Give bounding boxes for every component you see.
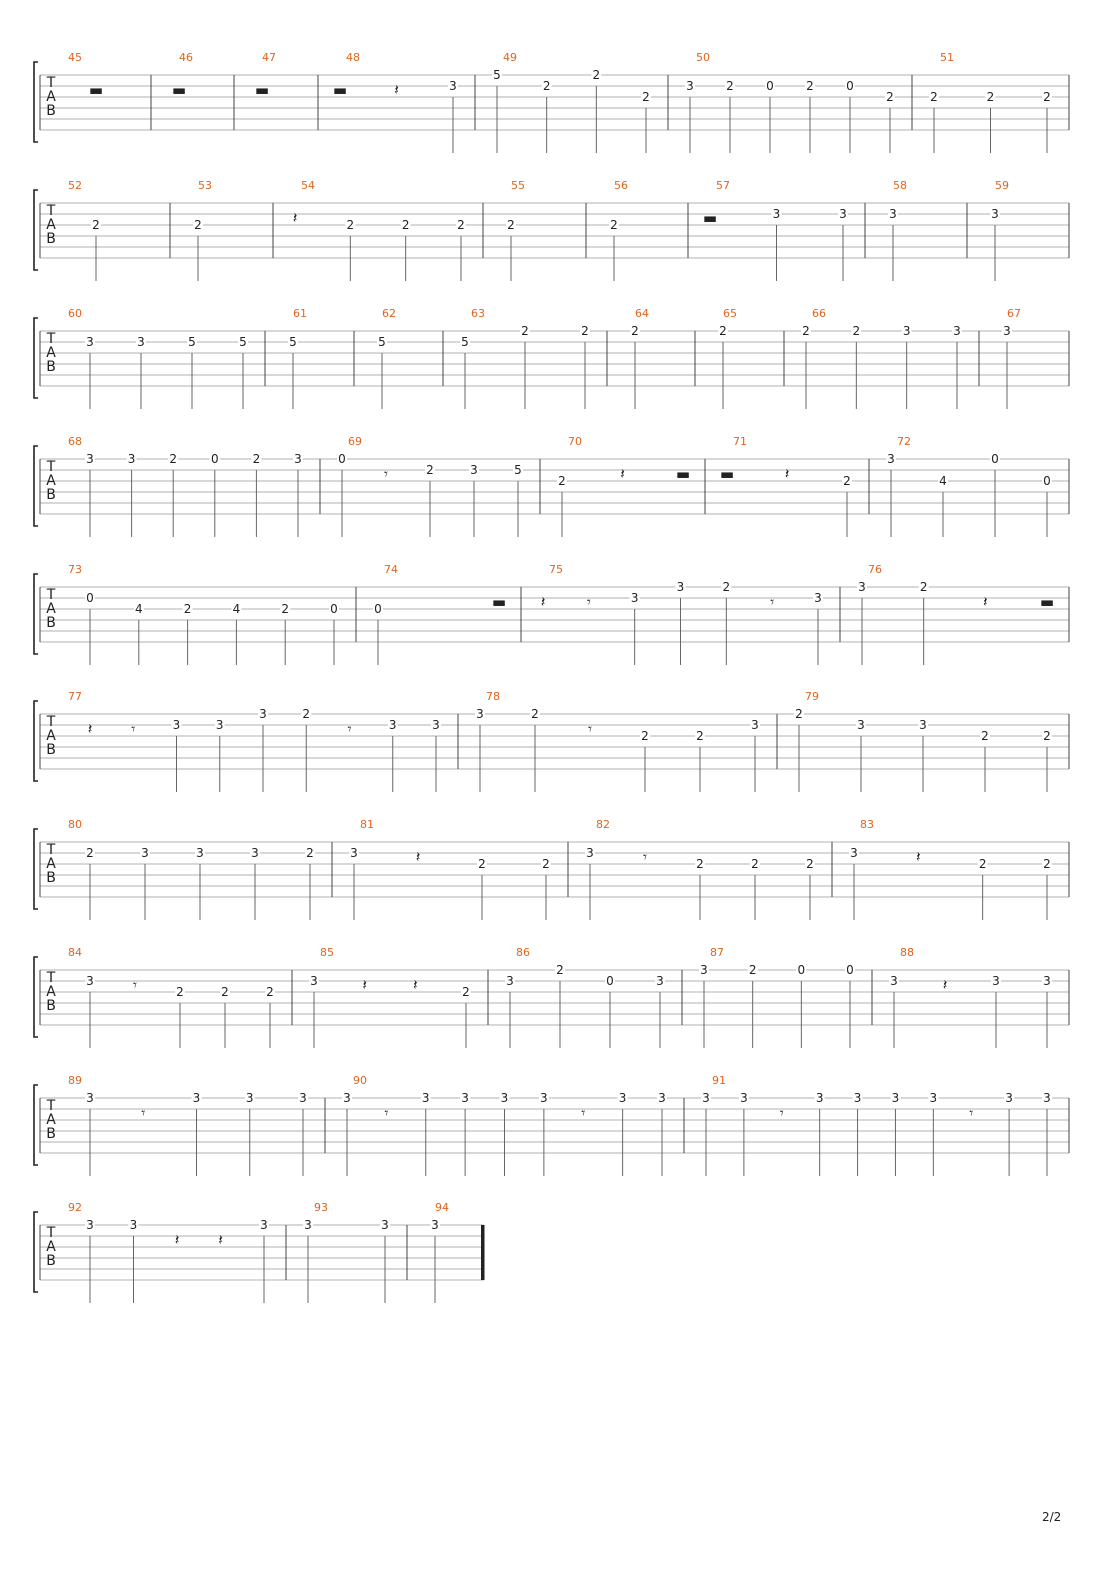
- fret-number: 3: [890, 974, 898, 988]
- fret-number: 3: [137, 335, 145, 349]
- measure-number: 48: [346, 51, 360, 64]
- fret-number: 2: [1043, 729, 1051, 743]
- fret-number: 2: [169, 452, 178, 466]
- fret-number: 3: [461, 1091, 469, 1105]
- tab-clef-letter: A: [46, 728, 56, 744]
- quarter-rest: 𝄽: [784, 465, 790, 483]
- tab-clef-letter: B: [46, 359, 56, 375]
- fret-number: 3: [299, 1091, 307, 1105]
- fret-number: 3: [310, 974, 318, 988]
- fret-number: 2: [176, 985, 184, 999]
- measure-number: 92: [68, 1201, 82, 1214]
- fret-number: 2: [592, 68, 601, 82]
- fret-number: 2: [92, 218, 100, 232]
- fret-number: 3: [129, 1218, 138, 1232]
- fret-number: 3: [245, 1091, 254, 1105]
- measure-number: 83: [860, 818, 874, 831]
- half-rest: ▬: [702, 209, 718, 227]
- system-bracket: [34, 318, 38, 398]
- eighth-rest: 𝄾: [131, 720, 136, 738]
- fret-number: 3: [259, 707, 267, 721]
- fret-number: 2: [930, 90, 938, 104]
- fret-number: 3: [858, 580, 866, 594]
- quarter-rest: 𝄽: [413, 976, 418, 994]
- measure-number: 91: [712, 1074, 726, 1087]
- measure-number: 88: [900, 946, 914, 959]
- fret-number: 3: [500, 1091, 509, 1105]
- eighth-rest: 𝄾: [586, 593, 591, 611]
- tab-clef-letter: A: [46, 217, 56, 233]
- tab-system: [34, 51, 1069, 153]
- fret-number: 3: [196, 846, 204, 860]
- fret-number: 2: [852, 324, 861, 338]
- fret-number: 3: [470, 463, 478, 477]
- measure-number: 93: [314, 1201, 328, 1214]
- fret-number: 2: [719, 324, 727, 338]
- system-bracket: [34, 1085, 38, 1165]
- measure-number: 46: [179, 51, 193, 64]
- measure-number: 54: [301, 179, 315, 192]
- measure-number: 61: [293, 307, 307, 320]
- half-rest: ▬: [675, 465, 691, 483]
- fret-number: 2: [457, 218, 465, 232]
- measure-number: 71: [733, 435, 747, 448]
- fret-number: 2: [521, 324, 529, 338]
- system-bracket: [34, 701, 38, 781]
- fret-number: 2: [978, 857, 987, 871]
- fret-number: 3: [506, 974, 514, 988]
- fret-number: 3: [343, 1091, 351, 1105]
- fret-number: 3: [676, 580, 685, 594]
- measure-number: 77: [68, 690, 82, 703]
- fret-number: 5: [289, 335, 297, 349]
- quarter-rest: 𝄽: [394, 81, 399, 99]
- eighth-rest: 𝄾: [969, 1104, 974, 1122]
- fret-number: 2: [558, 474, 566, 488]
- fret-number: 3: [857, 718, 865, 732]
- fret-number: 3: [141, 846, 149, 860]
- fret-number: 3: [853, 1091, 862, 1105]
- fret-number: 3: [814, 591, 822, 605]
- fret-number: 3: [658, 1091, 666, 1105]
- measure-number: 62: [382, 307, 396, 320]
- half-rest: ▬: [171, 81, 187, 99]
- system-bracket: [34, 62, 38, 142]
- fret-number: 3: [850, 846, 858, 860]
- measure-number: 50: [696, 51, 710, 64]
- tab-system: [34, 818, 1069, 920]
- fret-number: 2: [462, 985, 470, 999]
- eighth-rest: 𝄾: [133, 976, 137, 994]
- tab-clef-letter: A: [46, 1112, 56, 1128]
- fret-number: 3: [740, 1091, 748, 1105]
- tab-clef-letter: T: [46, 331, 56, 347]
- measure-number: 64: [635, 307, 649, 320]
- measure-number: 49: [503, 51, 517, 64]
- tab-clef-letter: T: [46, 203, 56, 219]
- measure-number: 79: [805, 690, 819, 703]
- fret-number: 3: [294, 452, 302, 466]
- fret-number: 3: [772, 207, 781, 221]
- measure-number: 78: [486, 690, 500, 703]
- fret-number: 2: [507, 218, 515, 232]
- fret-number: 2: [981, 729, 989, 743]
- fret-number: 5: [188, 335, 196, 349]
- fret-number: 2: [581, 324, 589, 338]
- fret-number: 2: [542, 79, 551, 93]
- fret-number: 0: [1043, 474, 1051, 488]
- measure-number: 51: [940, 51, 954, 64]
- measure-number: 56: [614, 179, 628, 192]
- tab-clef-letter: A: [46, 89, 56, 105]
- fret-number: 3: [686, 79, 694, 93]
- fret-number: 3: [887, 452, 895, 466]
- tab-system: [34, 1201, 485, 1303]
- fret-number: 3: [381, 1218, 389, 1232]
- tab-clef-letter: B: [46, 615, 56, 631]
- fret-number: 2: [426, 463, 434, 477]
- measure-number: 68: [68, 435, 82, 448]
- fret-number: 3: [86, 452, 94, 466]
- fret-number: 3: [929, 1091, 938, 1105]
- fret-number: 2: [806, 857, 814, 871]
- tab-clef-letter: A: [46, 856, 56, 872]
- eighth-rest: 𝄾: [347, 720, 352, 738]
- fret-number: 2: [610, 218, 618, 232]
- fret-number: 2: [346, 218, 355, 232]
- fret-number: 0: [338, 452, 346, 466]
- fret-number: 3: [86, 974, 94, 988]
- fret-number: 3: [449, 79, 457, 93]
- fret-number: 2: [726, 79, 734, 93]
- fret-number: 3: [350, 846, 358, 860]
- fret-number: 2: [806, 79, 814, 93]
- fret-number: 2: [641, 729, 649, 743]
- fret-number: 3: [919, 718, 927, 732]
- measure-number: 90: [353, 1074, 367, 1087]
- fret-number: 2: [183, 602, 192, 616]
- fret-number: 2: [843, 474, 851, 488]
- tab-clef-letter: T: [46, 1098, 56, 1114]
- fret-number: 2: [86, 846, 94, 860]
- fret-number: 3: [839, 207, 847, 221]
- measure-number: 74: [384, 563, 398, 576]
- measure-number: 52: [68, 179, 82, 192]
- fret-number: 2: [1043, 857, 1051, 871]
- quarter-rest: 𝄽: [415, 848, 421, 866]
- fret-number: 3: [1005, 1091, 1013, 1105]
- fret-number: 0: [86, 591, 94, 605]
- tab-clef-letter: T: [46, 842, 56, 858]
- fret-number: 3: [431, 1218, 439, 1232]
- quarter-rest: 𝄽: [87, 720, 93, 738]
- fret-number: 0: [846, 79, 854, 93]
- fret-number: 3: [618, 1091, 627, 1105]
- fret-number: 3: [992, 974, 1000, 988]
- fret-number: 2: [631, 324, 639, 338]
- fret-number: 2: [919, 580, 928, 594]
- measure-number: 75: [549, 563, 563, 576]
- fret-number: 5: [493, 68, 501, 82]
- tab-clef-letter: B: [46, 487, 56, 503]
- fret-number: 2: [531, 707, 539, 721]
- measure-number: 85: [320, 946, 334, 959]
- fret-number: 2: [696, 729, 704, 743]
- tab-clef-letter: B: [46, 998, 56, 1014]
- fret-number: 3: [630, 591, 639, 605]
- tab-system: [34, 946, 1069, 1048]
- quarter-rest: 𝄽: [620, 465, 625, 483]
- system-bracket: [34, 190, 38, 270]
- quarter-rest: 𝄽: [983, 593, 988, 611]
- fret-number: 2: [748, 963, 757, 977]
- fret-number: 2: [306, 846, 314, 860]
- tab-system: [34, 435, 1069, 537]
- quarter-rest: 𝄽: [942, 976, 948, 994]
- tab-system: [34, 179, 1069, 281]
- eighth-rest: 𝄾: [770, 593, 775, 611]
- fret-number: 0: [606, 974, 614, 988]
- tab-clef-letter: A: [46, 1239, 56, 1255]
- measure-number: 84: [68, 946, 82, 959]
- tab-clef-letter: B: [46, 1253, 56, 1269]
- fret-number: 3: [192, 1091, 201, 1105]
- measure-number: 80: [68, 818, 82, 831]
- measure-number: 70: [568, 435, 582, 448]
- system-bracket: [34, 1212, 38, 1292]
- fret-number: 2: [302, 707, 311, 721]
- fret-number: 0: [846, 963, 854, 977]
- fret-number: 3: [889, 207, 897, 221]
- system-bracket: [34, 957, 38, 1037]
- fret-number: 5: [378, 335, 386, 349]
- system-bracket: [34, 829, 38, 909]
- fret-number: 2: [802, 324, 810, 338]
- measure-number: 76: [868, 563, 882, 576]
- measure-number: 45: [68, 51, 82, 64]
- fret-number: 5: [461, 335, 469, 349]
- eighth-rest: 𝄾: [141, 1104, 146, 1122]
- quarter-rest: 𝄽: [362, 976, 367, 994]
- fret-number: 3: [127, 452, 136, 466]
- half-rest: ▬: [491, 593, 507, 611]
- measure-number: 47: [262, 51, 276, 64]
- eighth-rest: 𝄾: [581, 1104, 586, 1122]
- fret-number: 2: [751, 857, 759, 871]
- measure-number: 67: [1007, 307, 1021, 320]
- fret-number: 3: [172, 718, 181, 732]
- half-rest: ▬: [332, 81, 348, 99]
- fret-number: 2: [401, 218, 410, 232]
- fret-number: 3: [656, 974, 664, 988]
- measure-number: 65: [723, 307, 737, 320]
- tab-clef-letter: A: [46, 601, 56, 617]
- tab-system: [34, 563, 1069, 665]
- quarter-rest: 𝄽: [218, 1231, 223, 1249]
- measure-number: 94: [435, 1201, 449, 1214]
- tab-clef-letter: B: [46, 742, 56, 758]
- measure-number: 73: [68, 563, 82, 576]
- measure-number: 59: [995, 179, 1009, 192]
- fret-number: 2: [1043, 90, 1051, 104]
- fret-number: 3: [702, 1091, 710, 1105]
- fret-number: 2: [986, 90, 995, 104]
- fret-number: 2: [642, 90, 650, 104]
- fret-number: 3: [304, 1218, 312, 1232]
- tab-clef-letter: T: [46, 970, 56, 986]
- tab-clef-letter: T: [46, 1225, 56, 1241]
- fret-number: 4: [134, 602, 143, 616]
- tab-system: [34, 307, 1069, 409]
- tab-clef-letter: B: [46, 1126, 56, 1142]
- system-bracket: [34, 574, 38, 654]
- tab-clef-letter: A: [46, 984, 56, 1000]
- tab-clef-letter: T: [46, 587, 56, 603]
- fret-number: 3: [432, 718, 440, 732]
- half-rest: ▬: [719, 465, 735, 483]
- measure-number: 63: [471, 307, 485, 320]
- fret-number: 3: [1043, 974, 1051, 988]
- half-rest: ▬: [1039, 593, 1055, 611]
- tab-clef-letter: T: [46, 75, 56, 91]
- eighth-rest: 𝄾: [384, 1104, 389, 1122]
- eighth-rest: 𝄾: [643, 848, 647, 866]
- fret-number: 2: [696, 857, 704, 871]
- fret-number: 5: [239, 335, 247, 349]
- measure-number: 89: [68, 1074, 82, 1087]
- fret-number: 3: [751, 718, 759, 732]
- fret-number: 2: [795, 707, 803, 721]
- fret-number: 3: [86, 1218, 94, 1232]
- fret-number: 3: [251, 846, 259, 860]
- fret-number: 3: [86, 335, 94, 349]
- measure-number: 66: [812, 307, 826, 320]
- measure-number: 58: [893, 179, 907, 192]
- tab-clef-letter: B: [46, 231, 56, 247]
- measure-number: 69: [348, 435, 362, 448]
- eighth-rest: 𝄾: [384, 465, 388, 483]
- fret-number: 2: [556, 963, 564, 977]
- fret-number: 0: [374, 602, 382, 616]
- measure-number: 72: [897, 435, 911, 448]
- tab-clef-letter: T: [46, 459, 56, 475]
- measure-number: 57: [716, 179, 730, 192]
- fret-number: 4: [939, 474, 947, 488]
- quarter-rest: 𝄽: [174, 1231, 180, 1249]
- fret-number: 0: [210, 452, 219, 466]
- fret-number: 3: [388, 718, 397, 732]
- fret-number: 2: [722, 580, 731, 594]
- half-rest: ▬: [88, 81, 104, 99]
- fret-number: 0: [797, 963, 806, 977]
- fret-number: 0: [330, 602, 338, 616]
- final-barline: [481, 1225, 485, 1280]
- fret-number: 3: [260, 1218, 268, 1232]
- fret-number: 2: [478, 857, 486, 871]
- tab-clef-letter: B: [46, 870, 56, 886]
- measure-number: 55: [511, 179, 525, 192]
- fret-number: 3: [953, 324, 961, 338]
- fret-number: 4: [232, 602, 241, 616]
- fret-number: 3: [1003, 324, 1011, 338]
- fret-number: 2: [252, 452, 261, 466]
- tab-system: [34, 690, 1069, 792]
- tab-clef-letter: A: [46, 473, 56, 489]
- fret-number: 2: [221, 985, 229, 999]
- fret-number: 3: [891, 1091, 900, 1105]
- page-number: 2/2: [1042, 1510, 1062, 1524]
- measure-number: 82: [596, 818, 610, 831]
- fret-number: 2: [281, 602, 290, 616]
- eighth-rest: 𝄾: [779, 1104, 784, 1122]
- tab-clef-letter: B: [46, 103, 56, 119]
- fret-number: 2: [542, 857, 550, 871]
- fret-number: 3: [815, 1091, 824, 1105]
- measure-number: 60: [68, 307, 82, 320]
- fret-number: 2: [266, 985, 274, 999]
- fret-number: 2: [886, 90, 894, 104]
- tab-clef-letter: T: [46, 714, 56, 730]
- fret-number: 0: [991, 452, 999, 466]
- eighth-rest: 𝄾: [588, 720, 592, 738]
- measure-number: 53: [198, 179, 212, 192]
- fret-number: 3: [1043, 1091, 1051, 1105]
- measure-number: 86: [516, 946, 530, 959]
- quarter-rest: 𝄽: [292, 209, 298, 227]
- fret-number: 3: [215, 718, 224, 732]
- fret-number: 3: [540, 1091, 548, 1105]
- fret-number: 3: [586, 846, 594, 860]
- fret-number: 3: [476, 707, 484, 721]
- measure-number: 87: [710, 946, 724, 959]
- tab-system: [34, 1074, 1069, 1176]
- fret-number: 3: [421, 1091, 430, 1105]
- measure-number: 81: [360, 818, 374, 831]
- half-rest: ▬: [254, 81, 270, 99]
- fret-number: 0: [766, 79, 774, 93]
- fret-number: 3: [700, 963, 708, 977]
- quarter-rest: 𝄽: [916, 848, 921, 866]
- fret-number: 5: [514, 463, 522, 477]
- fret-number: 3: [902, 324, 911, 338]
- quarter-rest: 𝄽: [540, 593, 546, 611]
- fret-number: 3: [86, 1091, 94, 1105]
- fret-number: 2: [194, 218, 202, 232]
- fret-number: 3: [991, 207, 999, 221]
- system-bracket: [34, 446, 38, 526]
- tab-clef-letter: A: [46, 345, 56, 361]
